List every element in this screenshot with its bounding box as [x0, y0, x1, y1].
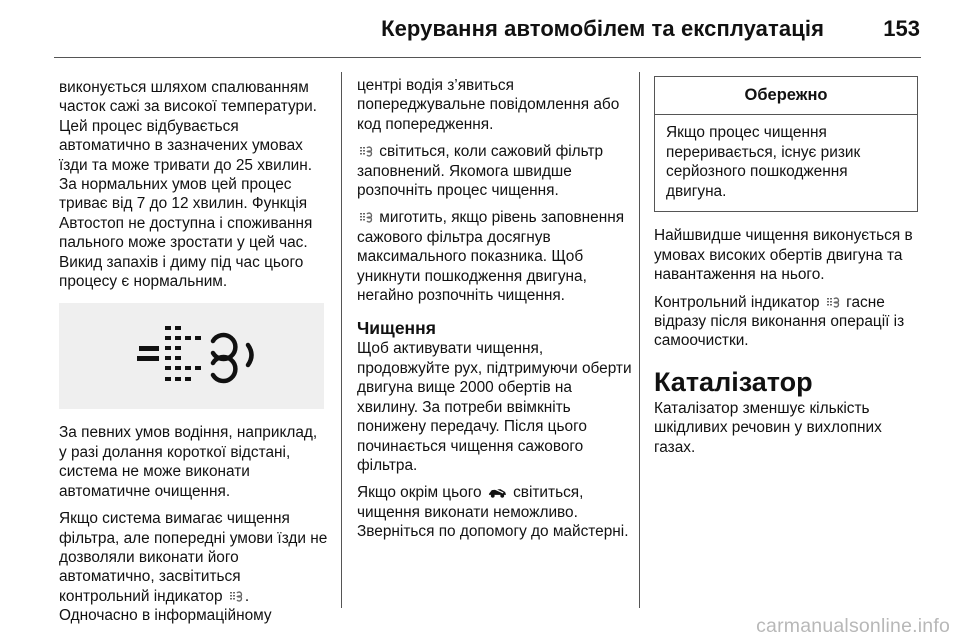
paragraph: Щоб активувати чищення, продовжуйте рух, підтримуючи оберти двигуна вище 2000 обертів на хвилину. За потреби ввімкніть понижену передачу. Після цього починається чищення сажового фільтра.	[357, 340, 632, 474]
paragraph-text: світиться, коли сажовий фільтр заповнений. Якомога швидше розпочніть процес чищення.	[357, 143, 604, 200]
paragraph: За певних умов водіння, наприклад, у разі долання короткої відстані, система не може виконати автоматичне очищення.	[59, 424, 318, 500]
page-number: 153	[883, 16, 920, 41]
page-header-title: Керування автомобілем та експлуатація	[381, 16, 824, 41]
paragraph: Одночасно в інформаційному	[59, 607, 272, 625]
dpf-indicator-icon	[229, 589, 243, 603]
paragraph-end: .	[244, 587, 250, 605]
column-3	[654, 76, 926, 457]
paragraph-text: світиться, чищення виконати неможливо. Зверніться по допомогу до майстерні.	[357, 484, 629, 541]
paragraph	[59, 509, 329, 606]
column-divider-2	[639, 72, 640, 608]
column-divider-1	[341, 72, 342, 608]
header-rule	[54, 57, 921, 58]
section-heading: Каталізатор	[654, 366, 813, 397]
diesel-particulate-filter-icon	[59, 303, 324, 409]
paragraph: центрі водія з’явиться попереджувальне повідомлення або код попередження.	[357, 77, 620, 133]
warning-box	[654, 76, 918, 212]
paragraph-text: Контрольний індикатор	[654, 293, 820, 311]
dpf-indicator-icon	[359, 144, 373, 158]
warning-title: Обережно	[655, 77, 917, 115]
watermark: carmanualsonline.info	[756, 615, 950, 637]
paragraph	[357, 142, 632, 200]
paragraph-text: Якщо окрім цього	[357, 484, 482, 502]
column-1	[59, 78, 329, 626]
paragraph: Найшвидше чищення виконується в умовах високих обертів двигуна та навантаження на нього.	[654, 227, 913, 284]
paragraph	[357, 208, 632, 305]
paragraph	[654, 293, 926, 351]
paragraph	[357, 483, 632, 541]
dpf-illustration	[59, 303, 324, 409]
dpf-indicator-icon	[359, 210, 373, 224]
warning-body: Якщо процес чищення переривається, існує ризик серйозного пошкодження двигуна.	[666, 124, 861, 200]
dpf-indicator-icon	[826, 295, 840, 309]
paragraph-text: Якщо система вимагає чищення фільтра, але попередні умови їзди не дозволяли виконати його автоматично, засвітиться контрольний індикатор	[59, 510, 328, 605]
paragraph: виконується шляхом спалюванням часток сажі за високої температури. Цей процес відбувається автоматично в зазначених умовах їзди та може тривати до 25 хвилин. За нормальних умов цей процес триває від 7 до 12 хвилин. Функція Автостоп не доступна і споживання пального може зростати у цей час. Викид запахів і диму під час цього процесу є нормальним.	[59, 79, 317, 291]
paragraph-text: гасне відразу після виконання операції із самоочистки.	[654, 293, 905, 350]
section-heading: Чищення	[357, 318, 436, 339]
paragraph-text: миготить, якщо рівень заповнення сажового фільтра досягнув максимального показника. Щоб уникнути пошкодження двигуна, негайно розпочніть чищення.	[357, 209, 625, 305]
column-2	[357, 76, 632, 542]
service-vehicle-icon	[488, 485, 507, 499]
paragraph: Каталізатор зменшує кількість шкідливих речовин у вихлопних газах.	[654, 399, 882, 456]
